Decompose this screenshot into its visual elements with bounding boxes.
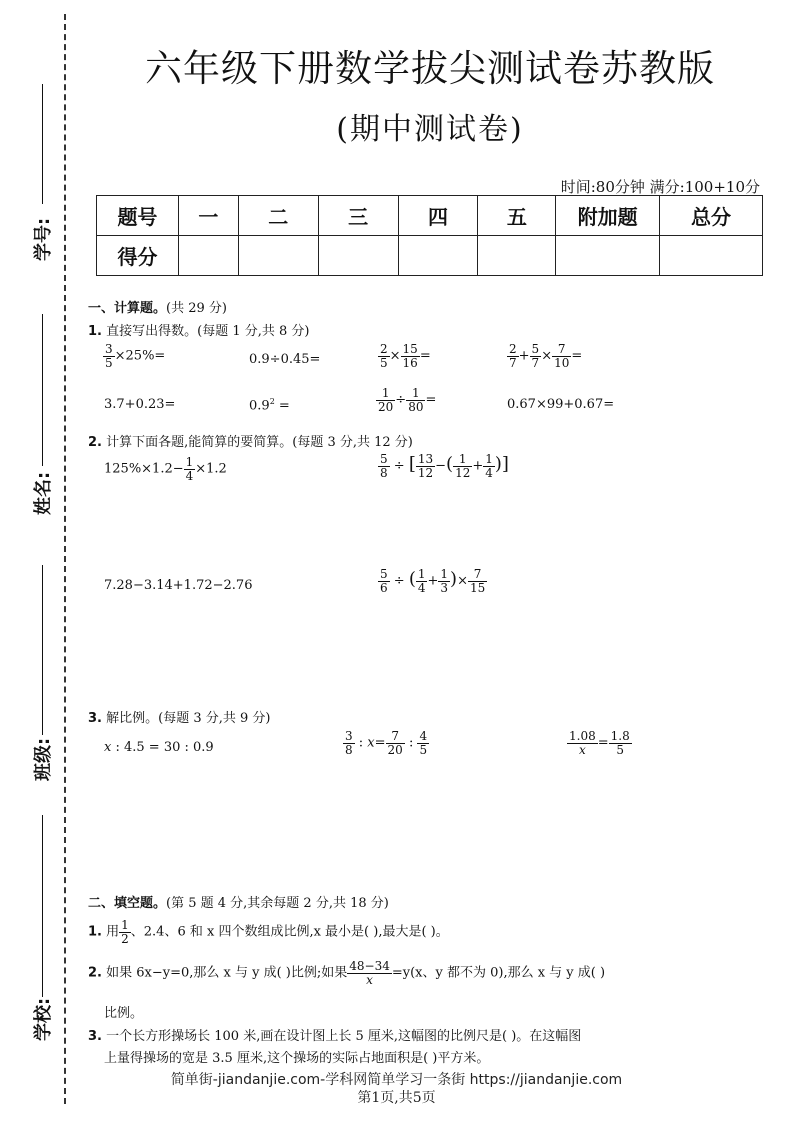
header-cell: 四 bbox=[398, 196, 478, 236]
fraction: $\frac{1}{80}$ bbox=[408, 386, 424, 414]
fraction: $\frac{13}{12}$ bbox=[417, 452, 434, 480]
fraction: $\frac{5}{6}$ bbox=[380, 567, 388, 595]
name-label: 姓名: bbox=[33, 471, 54, 515]
fill-question-cont: 比例。 bbox=[104, 1006, 144, 1021]
name-line bbox=[42, 314, 43, 466]
q1-2-heading: 2. 计算下面各题,能简算的要简算。(每题 3 分,共 12 分) bbox=[88, 435, 413, 450]
fraction: $\frac{48-34}{x}$ bbox=[349, 959, 390, 987]
score-cell[interactable] bbox=[398, 236, 478, 276]
calc-item: $\frac{1}{20}$ ÷ $\frac{1}{80}$ = bbox=[378, 386, 437, 414]
score-cell[interactable] bbox=[318, 236, 398, 276]
calc-item: x : 4.5 = 30 : 0.9 bbox=[104, 740, 214, 755]
header-cell: 二 bbox=[238, 196, 318, 236]
calc-item: 3.7+0.23= bbox=[104, 397, 176, 412]
score-row-label: 得分 bbox=[97, 236, 179, 276]
fill-question: 1. 用 $\frac{1}{2}$ 、2.4、6 和 x 四个数组成比例,x 最小是( ),最大是( )。 bbox=[88, 918, 449, 946]
header-cell: 五 bbox=[478, 196, 556, 236]
header-cell: 一 bbox=[178, 196, 238, 236]
student-no-line bbox=[42, 84, 43, 204]
fraction: $\frac{2}{7}$ bbox=[509, 342, 517, 370]
page-subtitle: (期中测试卷) bbox=[336, 112, 524, 147]
page-title: 六年级下册数学拔尖测试卷苏教版 bbox=[145, 47, 715, 90]
fraction: $\frac{1}{4}$ bbox=[185, 455, 194, 483]
fraction: $\frac{1}{4}$ bbox=[485, 452, 493, 480]
fraction: $\frac{15}{16}$ bbox=[402, 342, 418, 370]
fraction: $\frac{5}{8}$ bbox=[380, 452, 388, 480]
calc-item: $\frac{5}{6}$ ÷ ( $\frac{1}{4}$ + $\frac{1}{3}$ )× $\frac{7}{15}$ bbox=[380, 567, 486, 595]
score-table-score-row bbox=[97, 236, 763, 276]
binding-dashed-line bbox=[64, 14, 66, 1104]
calc-item: 7.28−3.14+1.72−2.76 bbox=[104, 578, 253, 593]
score-table bbox=[96, 195, 763, 276]
fill-question: 2. 如果 6x−y=0,那么 x 与 y 成( )比例;如果 $\frac{48-34}{x}$ =y(x、y 都不为 0),那么 x 与 y 成( ) bbox=[88, 959, 606, 987]
calc-item: $\frac{1.08}{x}$ = $\frac{1.8}{5}$ bbox=[569, 729, 630, 757]
fraction: $\frac{1}{2}$ bbox=[121, 918, 129, 946]
header-cell: 题号 bbox=[97, 196, 179, 236]
fraction: $\frac{1.8}{5}$ bbox=[610, 729, 630, 757]
score-cell[interactable] bbox=[238, 236, 318, 276]
calc-item: 125%×1.2− $\frac{1}{4}$ ×1.2 bbox=[104, 455, 227, 483]
page-number: 第1页,共5页 bbox=[357, 1090, 436, 1106]
class-line bbox=[42, 565, 43, 735]
student-no-label: 学号: bbox=[33, 217, 54, 261]
fraction: $\frac{1}{12}$ bbox=[455, 452, 471, 480]
fill-question-cont: 上量得操场的宽是 3.5 厘米,这个操场的实际占地面积是( )平方米。 bbox=[104, 1051, 490, 1066]
school-line bbox=[42, 815, 43, 997]
calc-item: 0.9÷0.45= bbox=[249, 352, 321, 367]
calc-item: $\frac{2}{7}$ + $\frac{5}{7}$ × $\frac{7}{10}$ = bbox=[509, 342, 583, 370]
fraction: $\frac{1.08}{x}$ bbox=[569, 729, 596, 757]
q-text: 直接写出得数。 bbox=[106, 324, 198, 339]
q-note: (每题 1 分,共 8 分) bbox=[197, 324, 310, 339]
calc-item: $\frac{5}{8}$ ÷ [ $\frac{13}{12}$ −( $\frac{1}{12}$ + $\frac{1}{4}$ )] bbox=[380, 452, 509, 480]
school-label: 学校: bbox=[33, 997, 54, 1041]
q1-1-heading bbox=[88, 320, 310, 339]
footer-watermark: 简单街-jiandanjie.com-学科网简单学习一条街 https://jiandanjie.com bbox=[170, 1072, 623, 1088]
fraction: $\frac{3}{5}$ bbox=[105, 342, 113, 370]
q1-3-heading: 3. 解比例。(每题 3 分,共 9 分) bbox=[88, 711, 271, 726]
section1-heading bbox=[88, 297, 227, 316]
score-cell[interactable] bbox=[478, 236, 556, 276]
score-cell[interactable] bbox=[556, 236, 660, 276]
header-cell: 三 bbox=[318, 196, 398, 236]
calc-item: $0.9^2$ = bbox=[249, 397, 290, 414]
fraction: $\frac{5}{7}$ bbox=[531, 342, 540, 370]
score-table-header-row bbox=[97, 196, 763, 236]
time-info: 时间:80分钟 满分:100+10分 bbox=[560, 178, 760, 196]
section1-note: (共 29 分) bbox=[166, 301, 227, 316]
fraction: $\frac{3}{8}$ bbox=[345, 729, 353, 757]
calc-item: $\frac{3}{5}$ ×25%= bbox=[105, 342, 166, 370]
section2-heading: 二、填空题。(第 5 题 4 分,其余每题 2 分,共 18 分) bbox=[88, 896, 389, 911]
fraction: $\frac{1}{3}$ bbox=[440, 567, 449, 595]
section1-title: 一、计算题。 bbox=[88, 301, 167, 316]
fraction: $\frac{4}{5}$ bbox=[419, 729, 428, 757]
fraction: $\frac{7}{15}$ bbox=[469, 567, 486, 595]
q-num: 1. bbox=[88, 324, 102, 339]
header-cell: 附加题 bbox=[556, 196, 660, 236]
score-cell[interactable] bbox=[178, 236, 238, 276]
calc-item: $\frac{2}{5}$ × $\frac{15}{16}$ = bbox=[380, 342, 431, 370]
fraction: $\frac{2}{5}$ bbox=[380, 342, 388, 370]
fraction: $\frac{1}{20}$ bbox=[378, 386, 394, 414]
fraction: $\frac{7}{20}$ bbox=[387, 729, 403, 757]
fill-question: 3. 一个长方形操场长 100 米,画在设计图上长 5 厘米,这幅图的比例尺是( )。在这幅图 bbox=[88, 1029, 582, 1044]
fraction: $\frac{1}{4}$ bbox=[417, 567, 426, 595]
fraction: $\frac{7}{10}$ bbox=[554, 342, 570, 370]
header-cell: 总分 bbox=[660, 196, 763, 236]
calc-item: $\frac{3}{8}$ : x= $\frac{7}{20}$ : $\frac{4}{5}$ bbox=[345, 729, 428, 757]
calc-item: 0.67×99+0.67= bbox=[507, 397, 615, 412]
class-label: 班级: bbox=[33, 737, 54, 781]
score-cell[interactable] bbox=[660, 236, 763, 276]
